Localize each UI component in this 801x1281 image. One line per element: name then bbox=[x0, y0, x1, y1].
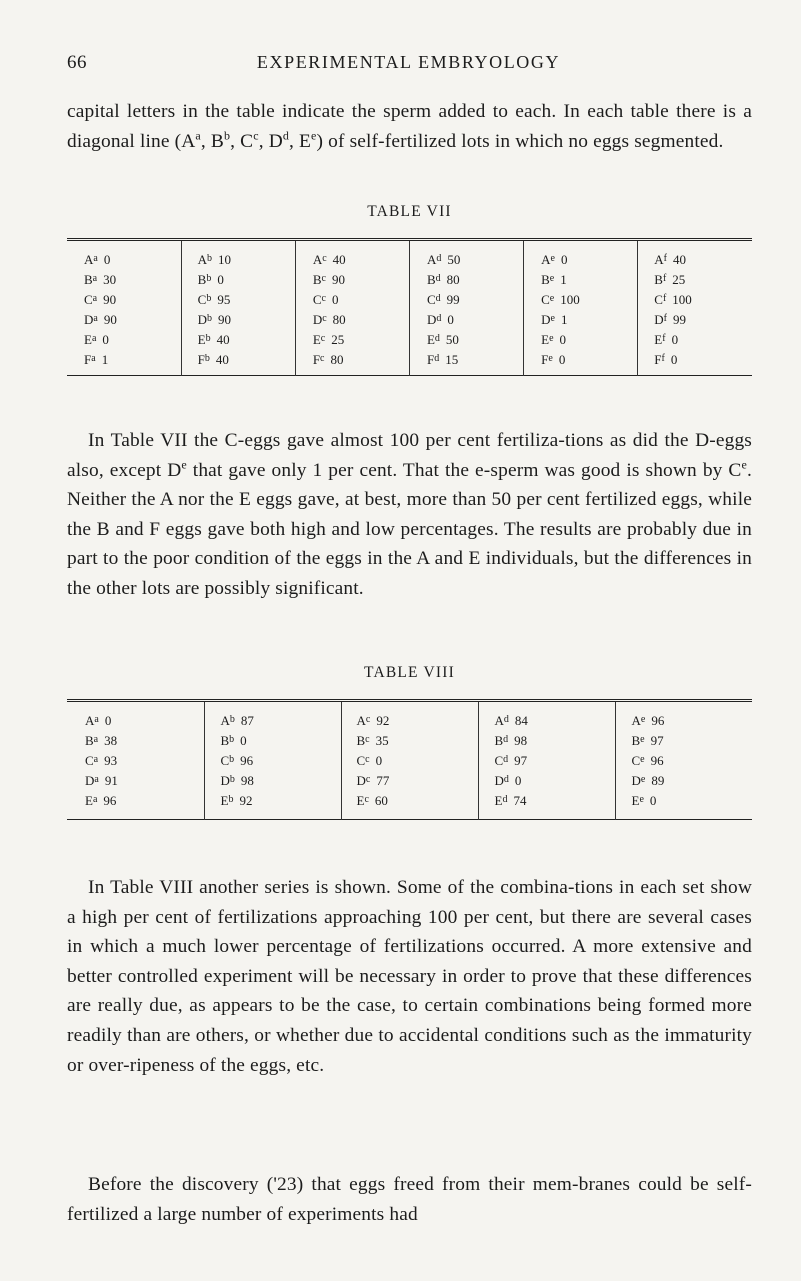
sperm-letter: e bbox=[640, 774, 646, 785]
sperm-letter: d bbox=[503, 774, 509, 785]
sperm-letter: b bbox=[229, 754, 235, 765]
egg-letter: A bbox=[426, 252, 437, 267]
egg-letter: A bbox=[494, 713, 504, 728]
sperm-letter: e bbox=[549, 273, 555, 284]
table-cell bbox=[313, 270, 409, 290]
table-vii bbox=[67, 238, 752, 376]
egg-letter: E bbox=[356, 793, 365, 808]
table-cell bbox=[427, 250, 523, 270]
table-cell bbox=[313, 350, 409, 370]
table-cell bbox=[85, 751, 204, 771]
fertilization-percent: 90 bbox=[218, 312, 232, 327]
sperm-letter: f bbox=[661, 353, 665, 364]
egg-letter: E bbox=[426, 332, 435, 347]
fertilization-percent: 40 bbox=[673, 252, 687, 267]
table-cell bbox=[427, 310, 523, 330]
fertilization-percent: 89 bbox=[651, 773, 665, 788]
sperm-letter: e bbox=[640, 714, 646, 725]
egg-letter: C bbox=[85, 753, 94, 768]
table-vii-title: TABLE VII bbox=[367, 203, 452, 220]
egg-letter: D bbox=[631, 773, 641, 788]
egg-letter: E bbox=[654, 332, 663, 347]
table-cell bbox=[541, 330, 637, 350]
table-cell bbox=[495, 791, 615, 811]
table-cell bbox=[198, 290, 295, 310]
sperm-letter: e bbox=[639, 794, 644, 805]
sperm-letter: d bbox=[503, 754, 509, 765]
fertilization-percent: 0 bbox=[447, 312, 454, 327]
fertilization-percent: 0 bbox=[514, 773, 522, 788]
sperm-letter: c bbox=[364, 794, 369, 805]
fertilization-percent: 60 bbox=[374, 793, 388, 808]
egg-letter: A bbox=[220, 713, 230, 728]
table-cell bbox=[198, 310, 295, 330]
table-cell bbox=[495, 771, 615, 791]
table-cell bbox=[84, 330, 181, 350]
table-cell bbox=[495, 731, 615, 751]
table-cell bbox=[632, 751, 753, 771]
sperm-letter: b bbox=[205, 333, 211, 344]
sperm-letter: b bbox=[206, 293, 212, 304]
fertilization-percent: 40 bbox=[216, 332, 230, 347]
table-cell bbox=[84, 250, 181, 270]
sperm-letter: b bbox=[204, 353, 210, 364]
fertilization-percent: 90 bbox=[103, 292, 117, 307]
egg-letter: C bbox=[312, 292, 322, 307]
egg-letter: D bbox=[84, 312, 94, 327]
fertilization-percent: 97 bbox=[650, 733, 664, 748]
fertilization-percent: 77 bbox=[376, 773, 390, 788]
table-cell bbox=[85, 771, 204, 791]
table-cell bbox=[84, 310, 181, 330]
egg-letter: E bbox=[494, 793, 503, 808]
fertilization-percent: 0 bbox=[649, 793, 657, 808]
egg-letter: A bbox=[197, 252, 208, 267]
fertilization-percent: 80 bbox=[446, 272, 460, 287]
fertilization-percent: 0 bbox=[558, 352, 566, 367]
sperm-letter: a bbox=[93, 313, 98, 324]
egg-letter: C bbox=[426, 292, 436, 307]
sperm-letter: a bbox=[93, 253, 98, 264]
egg-letter: B bbox=[85, 733, 94, 748]
fertilization-percent: 80 bbox=[330, 352, 344, 367]
egg-letter: B bbox=[312, 272, 322, 287]
fertilization-percent: 92 bbox=[376, 713, 390, 728]
table-cell bbox=[313, 250, 409, 270]
fertilization-percent: 1 bbox=[560, 272, 567, 287]
table-cell bbox=[654, 350, 752, 370]
table-cell bbox=[84, 290, 181, 310]
table-cell bbox=[495, 711, 615, 731]
table-cell bbox=[85, 711, 204, 731]
egg-letter: F bbox=[426, 352, 435, 367]
fertilization-percent: 91 bbox=[104, 773, 118, 788]
table-cell bbox=[541, 270, 637, 290]
sperm-letter: d bbox=[436, 253, 442, 264]
sperm-letter: c bbox=[321, 293, 326, 304]
sperm-letter: a bbox=[92, 293, 98, 304]
table-cell bbox=[541, 350, 637, 370]
table-cell bbox=[427, 330, 523, 350]
table-cell bbox=[84, 350, 181, 370]
sperm-letter: a bbox=[91, 353, 96, 364]
fertilization-percent: 0 bbox=[375, 753, 383, 768]
egg-letter: C bbox=[197, 292, 207, 307]
sperm-letter: c bbox=[320, 353, 325, 364]
table-viii-title: TABLE VIII bbox=[364, 664, 455, 681]
table-cell bbox=[541, 310, 637, 330]
egg-letter: A bbox=[312, 252, 323, 267]
fertilization-percent: 96 bbox=[650, 753, 664, 768]
egg-letter: A bbox=[356, 713, 366, 728]
fertilization-percent: 0 bbox=[104, 713, 112, 728]
sperm-letter: e bbox=[549, 293, 555, 304]
egg-letter: D bbox=[426, 312, 437, 327]
fertilization-percent: 96 bbox=[103, 793, 117, 808]
sperm-letter: b bbox=[229, 774, 235, 785]
egg-letter: F bbox=[312, 352, 321, 367]
fertilization-percent: 35 bbox=[375, 733, 389, 748]
egg-letter: E bbox=[541, 332, 550, 347]
sperm-letter: a bbox=[93, 754, 99, 765]
table-cell bbox=[221, 771, 341, 791]
egg-letter: A bbox=[84, 252, 94, 267]
sperm-letter: c bbox=[365, 734, 370, 745]
fertilization-percent: 0 bbox=[217, 272, 224, 287]
sperm-letter: d bbox=[436, 313, 442, 324]
table-cell bbox=[427, 350, 523, 370]
egg-letter: A bbox=[85, 713, 95, 728]
table-cell bbox=[357, 711, 478, 731]
fertilization-percent: 0 bbox=[559, 332, 567, 347]
fertilization-percent: 90 bbox=[103, 312, 117, 327]
table-cell bbox=[198, 350, 295, 370]
fertilization-percent: 99 bbox=[673, 312, 687, 327]
table-cell bbox=[198, 270, 295, 290]
egg-letter: B bbox=[426, 272, 436, 287]
table-cell bbox=[427, 270, 523, 290]
table-cell bbox=[632, 791, 753, 811]
table-cell bbox=[654, 330, 752, 350]
egg-letter: E bbox=[312, 332, 321, 347]
egg-letter: D bbox=[312, 312, 323, 327]
table-cell bbox=[85, 791, 204, 811]
egg-letter: B bbox=[356, 733, 366, 748]
table-cell bbox=[357, 731, 478, 751]
fertilization-percent: 38 bbox=[104, 733, 118, 748]
table-cell bbox=[221, 791, 341, 811]
egg-letter: D bbox=[85, 773, 95, 788]
egg-letter: B bbox=[631, 733, 641, 748]
sperm-letter: b bbox=[207, 313, 213, 324]
table-cell bbox=[357, 791, 478, 811]
fertilization-percent: 0 bbox=[102, 332, 109, 347]
sperm-letter: a bbox=[92, 273, 98, 284]
sperm-letter: e bbox=[550, 253, 555, 264]
sperm-letter: d bbox=[435, 293, 441, 304]
fertilization-percent: 25 bbox=[331, 332, 345, 347]
egg-letter: D bbox=[197, 312, 208, 327]
egg-letter: F bbox=[541, 352, 549, 367]
sperm-letter: d bbox=[434, 333, 440, 344]
fertilization-percent: 1 bbox=[560, 312, 568, 327]
egg-letter: C bbox=[541, 292, 550, 307]
table-viii bbox=[67, 699, 752, 820]
egg-letter: C bbox=[84, 292, 93, 307]
egg-letter: F bbox=[654, 352, 662, 367]
fertilization-percent: 95 bbox=[217, 292, 231, 307]
closing-paragraph: Before the discovery ('23) that eggs freed from their mem-branes could be self-fertilized a large number of experiments had bbox=[67, 1174, 752, 1225]
egg-letter: D bbox=[220, 773, 230, 788]
page-number: 66 bbox=[67, 52, 87, 73]
fertilization-percent: 98 bbox=[514, 733, 528, 748]
sperm-letter: f bbox=[662, 293, 667, 304]
fertilization-percent: 74 bbox=[513, 793, 527, 808]
egg-letter: C bbox=[220, 753, 230, 768]
fertilization-percent: 96 bbox=[240, 753, 254, 768]
egg-letter: C bbox=[356, 753, 366, 768]
egg-letter: B bbox=[494, 733, 504, 748]
sperm-letter: b bbox=[229, 734, 235, 745]
fertilization-percent: 0 bbox=[671, 332, 679, 347]
fertilization-percent: 84 bbox=[514, 713, 528, 728]
table-cell bbox=[221, 751, 341, 771]
sperm-letter: d bbox=[502, 794, 508, 805]
table-cell bbox=[654, 290, 752, 310]
sperm-letter: a bbox=[93, 734, 99, 745]
egg-letter: D bbox=[494, 773, 504, 788]
table-cell bbox=[357, 771, 478, 791]
fertilization-percent: 96 bbox=[651, 713, 665, 728]
fertilization-percent: 99 bbox=[446, 292, 460, 307]
sperm-letter: f bbox=[663, 313, 668, 324]
table-viii-discussion: In Table VIII another series is shown. Some of the combina-tions in each set show a high per cent of fertilizations approaching 100 per cent, but there are several cases in which a much lower percentage of fertilizations occurred. A more extensive and better controlled experiment will be necessary in order to prove that these differences are really due, as appears to be the case, to certain combinations being formed more readily than are others, or whether due to accidental conditions such as the immaturity or over-ripeness of the eggs, etc. bbox=[67, 877, 752, 1076]
fertilization-percent: 1 bbox=[101, 352, 109, 367]
table-cell bbox=[221, 711, 341, 731]
table-vii-discussion: In Table VII the C-eggs gave almost 100 per cent fertiliza-tions as did the D-eggs also, except De that gave only 1 per cent. That the e-sperm was good is shown by Ce. Neither the A nor the E eggs gave, at best, more than 50 per cent fertilized eggs, while the B and F eggs gave both high and low percentages. The results are probably due in part to the poor condition of the eggs in the A and E individuals, but the differences in the other lots are possibly significant. bbox=[67, 430, 753, 599]
sperm-letter: d bbox=[434, 353, 440, 364]
table-cell bbox=[632, 771, 753, 791]
egg-letter: E bbox=[84, 332, 92, 347]
fertilization-percent: 98 bbox=[240, 773, 254, 788]
table-cell bbox=[632, 731, 753, 751]
egg-letter: A bbox=[541, 252, 551, 267]
egg-letter: B bbox=[654, 272, 663, 287]
egg-letter: E bbox=[85, 793, 93, 808]
egg-letter: F bbox=[197, 352, 205, 367]
sperm-letter: e bbox=[549, 333, 554, 344]
sperm-letter: b bbox=[228, 794, 234, 805]
sperm-letter: f bbox=[662, 273, 667, 284]
fertilization-percent: 10 bbox=[218, 252, 232, 267]
sperm-letter: a bbox=[91, 333, 97, 344]
egg-letter: E bbox=[220, 793, 229, 808]
fertilization-percent: 40 bbox=[332, 252, 346, 267]
egg-letter: C bbox=[494, 753, 504, 768]
table-cell bbox=[654, 250, 752, 270]
fertilization-percent: 30 bbox=[103, 272, 117, 287]
sperm-letter: c bbox=[365, 714, 371, 725]
sperm-letter: a bbox=[92, 794, 98, 805]
sperm-letter: c bbox=[320, 333, 326, 344]
fertilization-percent: 25 bbox=[672, 272, 686, 287]
table-cell bbox=[495, 751, 615, 771]
egg-letter: B bbox=[84, 272, 93, 287]
sperm-letter: e bbox=[640, 754, 645, 765]
sperm-letter: b bbox=[206, 273, 212, 284]
table-cell bbox=[313, 290, 409, 310]
table-cell bbox=[198, 330, 295, 350]
table-cell bbox=[654, 270, 752, 290]
sperm-letter: b bbox=[229, 714, 235, 725]
table-cell bbox=[84, 270, 181, 290]
egg-letter: B bbox=[541, 272, 550, 287]
table-cell bbox=[357, 751, 478, 771]
egg-letter: D bbox=[654, 312, 664, 327]
sperm-letter: c bbox=[322, 313, 327, 324]
fertilization-percent: 97 bbox=[514, 753, 528, 768]
sperm-letter: c bbox=[365, 754, 370, 765]
sperm-letter: d bbox=[503, 714, 509, 725]
table-cell bbox=[541, 290, 637, 310]
table-cell bbox=[427, 290, 523, 310]
table-cell bbox=[541, 250, 637, 270]
egg-letter: B bbox=[220, 733, 230, 748]
sperm-letter: c bbox=[321, 273, 326, 284]
table-cell bbox=[313, 310, 409, 330]
table-cell bbox=[85, 731, 204, 751]
egg-letter: C bbox=[654, 292, 663, 307]
sperm-letter: d bbox=[503, 734, 509, 745]
egg-letter: D bbox=[541, 312, 551, 327]
table-cell bbox=[198, 250, 295, 270]
fertilization-percent: 90 bbox=[331, 272, 345, 287]
sperm-letter: e bbox=[550, 313, 555, 324]
egg-letter: C bbox=[631, 753, 641, 768]
egg-letter: A bbox=[654, 252, 664, 267]
sperm-letter: e bbox=[548, 353, 553, 364]
egg-letter: D bbox=[356, 773, 366, 788]
page-header bbox=[67, 52, 750, 82]
table-cell bbox=[654, 310, 752, 330]
intro-paragraph: capital letters in the table indicate the sperm added to each. In each table there is a diagonal line ($A^a$, $B^b$, $C^c$, $D^d$, $E^e$) of self-fertilized lots in which no eggs segmented. bbox=[67, 101, 752, 152]
egg-letter: B bbox=[197, 272, 207, 287]
fertilization-percent: 93 bbox=[104, 753, 118, 768]
table-cell bbox=[221, 731, 341, 751]
fertilization-percent: 80 bbox=[332, 312, 346, 327]
egg-letter: E bbox=[631, 793, 640, 808]
running-head: EXPERIMENTAL EMBRYOLOGY bbox=[256, 52, 561, 72]
sperm-letter: b bbox=[207, 253, 213, 264]
fertilization-percent: 0 bbox=[103, 252, 111, 267]
table-cell bbox=[313, 330, 409, 350]
sperm-letter: e bbox=[640, 734, 645, 745]
sperm-letter: c bbox=[322, 253, 327, 264]
fertilization-percent: 15 bbox=[445, 352, 459, 367]
fertilization-percent: 40 bbox=[215, 352, 229, 367]
table-cell bbox=[632, 711, 753, 731]
fertilization-percent: 50 bbox=[447, 252, 461, 267]
fertilization-percent: 0 bbox=[240, 733, 247, 748]
fertilization-percent: 0 bbox=[560, 252, 568, 267]
egg-letter: E bbox=[197, 332, 206, 347]
sperm-letter: a bbox=[94, 774, 99, 785]
fertilization-percent: 87 bbox=[240, 713, 254, 728]
egg-letter: F bbox=[84, 352, 92, 367]
egg-letter: A bbox=[631, 713, 641, 728]
sperm-letter: c bbox=[365, 774, 371, 785]
fertilization-percent: 50 bbox=[445, 332, 459, 347]
sperm-letter: f bbox=[662, 333, 666, 344]
fertilization-percent: 100 bbox=[672, 292, 692, 307]
fertilization-percent: 92 bbox=[239, 793, 253, 808]
sperm-letter: a bbox=[94, 714, 99, 725]
fertilization-percent: 0 bbox=[670, 352, 678, 367]
fertilization-percent: 0 bbox=[331, 292, 339, 307]
sperm-letter: d bbox=[435, 273, 441, 284]
sperm-letter: f bbox=[663, 253, 668, 264]
fertilization-percent: 100 bbox=[560, 292, 580, 307]
